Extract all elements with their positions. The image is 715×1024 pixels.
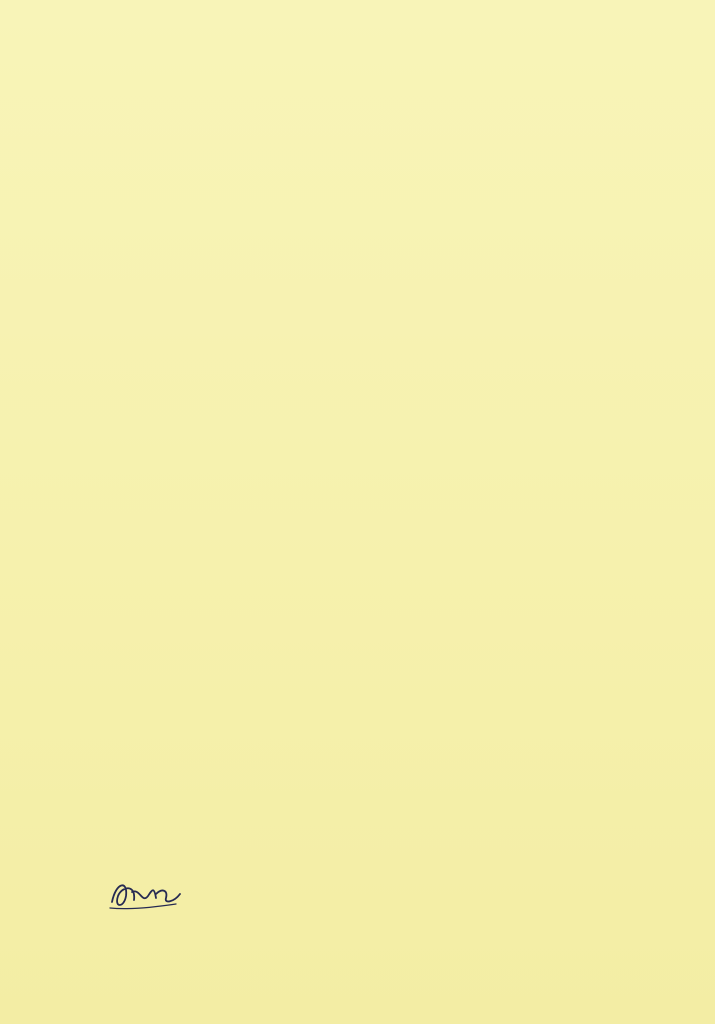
- paragraph-6: [112, 566, 624, 672]
- handwritten-signature: [106, 874, 186, 916]
- signatory-title: [112, 940, 632, 960]
- paragraph-4: [112, 370, 624, 450]
- committee-name-line-2: [112, 980, 632, 1000]
- paragraph-5: [112, 458, 624, 564]
- paragraph-3: [112, 262, 624, 368]
- paragraph-2: [112, 152, 624, 258]
- paragraph-1: [112, 36, 624, 142]
- committee-name-line-1: [112, 960, 632, 980]
- signatory-name: [112, 920, 632, 940]
- paragraph-8: [112, 764, 624, 872]
- paragraph-7: [112, 676, 624, 756]
